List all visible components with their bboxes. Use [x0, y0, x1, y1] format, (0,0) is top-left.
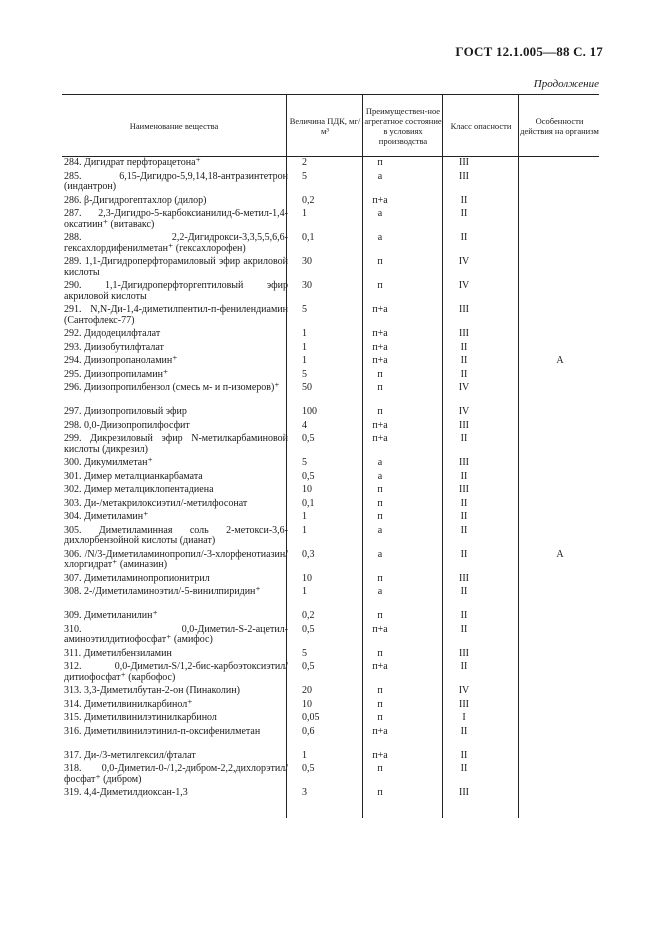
substance-name: 2-/Диметиламиноэтил/-5-винилпиридин⁺: [81, 586, 261, 597]
aggregate-state: а: [377, 586, 383, 597]
row-number: 313.: [64, 685, 82, 696]
aggregate-state: п: [377, 685, 383, 696]
hazard-class: III: [459, 572, 469, 584]
pdk-value: 0,5: [302, 763, 315, 774]
table-row: [62, 256, 599, 280]
substance-cell: [64, 649, 288, 660]
hazard-class: III: [459, 170, 469, 182]
pdk-value: 2: [302, 157, 307, 168]
hazard-class: IV: [458, 685, 470, 696]
table-row: [62, 355, 599, 369]
substance-cell: [64, 434, 288, 455]
substance-cell: [64, 512, 288, 523]
pdk-value: 10: [302, 572, 312, 584]
pdk-value: 0,5: [302, 470, 315, 482]
row-number: 289.: [64, 256, 82, 267]
hazard-class: III: [459, 457, 469, 468]
substance-name: Диизопропиламин⁺: [81, 368, 169, 380]
substance-name: 1,1-Дигидроперфторамиловый эфир акриловой кислоты: [64, 256, 288, 278]
row-number: 287.: [64, 208, 82, 219]
substance-cell: [64, 751, 288, 762]
table-row: [62, 328, 599, 342]
aggregate-state: п+а: [372, 194, 388, 206]
substance-cell: [64, 587, 288, 598]
substance-name: Диметиламинопропионитрил: [81, 572, 210, 584]
row-number: 316.: [64, 725, 82, 737]
substance-name: 1,1-Дигидроперфторгептиловый эфир акриловой кислоты: [64, 280, 288, 302]
substance-cell: [64, 158, 288, 169]
hazard-class: II: [460, 511, 468, 522]
aggregate-state: п: [377, 787, 383, 798]
aggregate-state: п: [377, 763, 383, 774]
hazard-class: III: [459, 419, 469, 431]
aggregate-state: а: [377, 524, 383, 536]
substance-cell: [64, 233, 288, 254]
aggregate-state: п: [377, 610, 383, 621]
substance-cell: [64, 458, 288, 469]
substance-name: 0,0-Диметил-S-2-ацетил-аминоэтилдитиофосфат⁺ (амифос): [64, 623, 288, 645]
aggregate-state: п: [377, 280, 383, 291]
row-number: 288.: [64, 232, 82, 243]
aggregate-state: п: [377, 157, 383, 168]
row-number: 309.: [64, 610, 82, 621]
pdk-value: 0,2: [302, 194, 315, 206]
row-number: 302.: [64, 484, 82, 495]
pdk-value: 30: [302, 280, 312, 291]
aggregate-state: п+а: [372, 355, 388, 366]
substance-cell: [64, 356, 288, 367]
row-number: 303.: [64, 497, 82, 509]
aggregate-state: п: [377, 647, 383, 659]
substance-cell: [64, 574, 288, 585]
substance-cell: [64, 686, 288, 697]
hazard-class: II: [460, 433, 468, 444]
pdk-value: 10: [302, 484, 312, 495]
substance-cell: [64, 421, 288, 432]
hazard-class: II: [460, 208, 468, 219]
pdk-value: 5: [302, 368, 307, 380]
row-number: 285.: [64, 170, 82, 182]
hazard-class: II: [460, 548, 468, 560]
pdk-value: 20: [302, 685, 312, 696]
pdk-value: 1: [302, 749, 307, 761]
substance-name: 0,0-Диметил-0-/1,2-дибром-2,2,дихлорэтил/фосфат⁺ (дибром): [64, 763, 288, 785]
row-number: 296.: [64, 382, 82, 393]
table-row: [62, 208, 599, 232]
aggregate-state: а: [377, 548, 383, 560]
aggregate-state: п+а: [372, 419, 388, 431]
substance-name: Диметиламинная соль 2-метокси-3,6-дихлорбензойной кислоты (дианат): [64, 524, 288, 546]
hazard-class: II: [460, 586, 468, 597]
aggregate-state: п+а: [372, 433, 388, 444]
row-number: 308.: [64, 586, 82, 597]
row-number: 290.: [64, 280, 82, 291]
hazard-class: II: [460, 355, 468, 366]
row-number: 318.: [64, 763, 82, 774]
substance-name: β-Дигидрогептахлор (дилор): [81, 194, 207, 206]
pdk-value: 5: [302, 647, 307, 659]
row-number: 311.: [64, 647, 82, 659]
aggregate-state: а: [377, 170, 383, 182]
substance-cell: [64, 700, 288, 711]
substance-name: Дикрезиловый эфир N-метилкарбаминовой кислоты (дикрезил): [64, 433, 288, 455]
substance-name: Ди-/3-метилгексил/фталат: [81, 749, 196, 761]
aggregate-state: п+а: [372, 304, 388, 315]
table-row: [62, 624, 599, 648]
aggregate-state: п: [377, 368, 383, 380]
row-number: 310.: [64, 623, 82, 635]
hazard-class: II: [460, 232, 468, 243]
substance-cell: [64, 485, 288, 496]
table-row: [62, 573, 599, 587]
aggregate-state: п+а: [372, 623, 388, 635]
substance-cell: [64, 196, 288, 207]
table-row: [62, 648, 599, 662]
substance-name: Диизопропиловый эфир: [81, 406, 187, 417]
col-header-state: Преимуществен-ное агрегатное состояние в условиях производства: [362, 95, 443, 156]
substance-name: 3,3-Диметилбутан-2-он (Пинаколин): [81, 685, 240, 696]
row-number: 297.: [64, 406, 82, 417]
aggregate-state: п: [377, 406, 383, 417]
aggregate-state: п: [377, 256, 383, 267]
row-number: 305.: [64, 524, 82, 536]
substance-name: Диметилвинилэтинилкарбинол: [81, 712, 217, 723]
substance-name: 2,2-Дигидрокси-3,3,5,5,6,6-гексахлордифенилметан⁺ (гексахлорофен): [64, 232, 288, 254]
substance-cell: [64, 172, 288, 193]
row-number: 291.: [64, 304, 82, 315]
substance-cell: [64, 209, 288, 230]
table-row: [62, 685, 599, 699]
action-feature: А: [556, 355, 564, 366]
hazard-class: II: [460, 194, 468, 206]
row-number: 294.: [64, 355, 82, 366]
substance-cell: [64, 713, 288, 724]
hazard-class: II: [460, 341, 468, 353]
aggregate-state: п: [377, 382, 383, 393]
table-row: [62, 610, 599, 624]
row-number: 292.: [64, 328, 82, 339]
table-row: [62, 382, 599, 406]
substance-name: 2,3-Дигидро-5-карбоксианилид-6-метил-1,4-оксатиин⁺ (витавакс): [64, 208, 288, 230]
running-header: ГОСТ 12.1.005—88 С. 17: [455, 44, 603, 59]
substance-name: Диметилбензиламин: [81, 647, 172, 659]
table-row: [62, 195, 599, 209]
hazard-class: IV: [458, 280, 470, 291]
substance-name: Диизопропаноламин⁺: [81, 355, 178, 366]
table-row: [62, 232, 599, 256]
aggregate-state: п: [377, 572, 383, 584]
pdk-value: 5: [302, 170, 307, 182]
substance-cell: [64, 383, 288, 394]
table-row: [62, 726, 599, 750]
substance-name: 4,4-Диметилдиоксан-1,3: [81, 787, 188, 798]
substance-cell: [64, 472, 288, 483]
table-row: [62, 369, 599, 383]
pdk-value: 1: [302, 586, 307, 597]
row-number: 307.: [64, 572, 82, 584]
substance-cell: [64, 257, 288, 278]
substance-cell: [64, 625, 288, 646]
substance-cell: [64, 329, 288, 340]
row-number: 299.: [64, 433, 82, 444]
row-number: 319.: [64, 787, 82, 798]
substance-name: Диметиланилин⁺: [81, 610, 158, 621]
table-body: [62, 157, 599, 801]
row-number: 301.: [64, 470, 82, 482]
substance-cell: [64, 727, 288, 738]
table-row: [62, 763, 599, 787]
substance-name: Диметилвинилкарбинол⁺: [81, 698, 193, 710]
aggregate-state: п+а: [372, 341, 388, 353]
table-row: [62, 157, 599, 171]
table-row: [62, 484, 599, 498]
table-row: [62, 498, 599, 512]
aggregate-state: п: [377, 484, 383, 495]
aggregate-state: п: [377, 511, 383, 522]
substance-cell: [64, 764, 288, 785]
hazard-class: II: [460, 749, 468, 761]
substance-name: Димер металцианкарбамата: [81, 470, 203, 482]
hazard-class: III: [459, 328, 469, 339]
substance-name: Дигидрат перфторацетона⁺: [81, 157, 201, 168]
table-row: [62, 712, 599, 726]
substance-name: Дикумилметан⁺: [81, 457, 153, 468]
pdk-value: 0,5: [302, 661, 315, 672]
pdk-value: 0,5: [302, 433, 315, 444]
pdk-value: 10: [302, 698, 312, 710]
substance-cell: [64, 611, 288, 622]
hazard-class: IV: [458, 382, 470, 393]
aggregate-state: п+а: [372, 328, 388, 339]
substance-cell: [64, 407, 288, 418]
row-number: 306.: [64, 548, 82, 560]
col-header-class: Класс опасности: [442, 95, 519, 156]
pdk-value: 4: [302, 419, 307, 431]
pdk-value: 0,2: [302, 610, 315, 621]
row-number: 314.: [64, 698, 82, 710]
table-row: [62, 342, 599, 356]
hazard-class: II: [460, 725, 468, 737]
hazard-class: III: [459, 157, 469, 168]
aggregate-state: п: [377, 698, 383, 710]
substance-name: /N/3-Диметиламинопропил/-3-хлорфенотиазин/хлоргидрат⁺ (аминазин): [64, 548, 288, 570]
hazard-class: III: [459, 304, 469, 315]
substance-name: 0,0-Диизопропилфосфит: [81, 419, 190, 431]
table-row: [62, 750, 599, 764]
row-number: 286.: [64, 194, 82, 206]
hazard-class: II: [460, 623, 468, 635]
pdk-value: 0,5: [302, 623, 315, 635]
hazard-class: I: [462, 712, 466, 723]
table-row: [62, 787, 599, 801]
hazard-class: II: [460, 368, 468, 380]
aggregate-state: а: [377, 232, 383, 243]
substance-name: Ди-/метакрилоксиэтил/-метилфосонат: [81, 497, 248, 509]
aggregate-state: п+а: [372, 725, 388, 737]
pdk-value: 0,1: [302, 232, 315, 243]
col-header-pdk: Величина ПДК, мг/м³: [286, 95, 363, 156]
hazard-class: III: [459, 787, 469, 798]
substance-name: N,N-Ди-1,4-диметилпентил-п-фенилендиамин (Сантофлекс-77): [64, 304, 288, 326]
table-row: [62, 171, 599, 195]
substance-cell: [64, 788, 288, 799]
row-number: 315.: [64, 712, 82, 723]
hazard-class: IV: [458, 406, 470, 417]
aggregate-state: а: [377, 470, 383, 482]
substance-name: Диметилвинилэтинил-п-оксифенилметан: [81, 725, 261, 737]
pdk-value: 1: [302, 341, 307, 353]
aggregate-state: а: [377, 208, 383, 219]
col-header-features: Особенности действия на организм: [518, 95, 600, 156]
substance-cell: [64, 499, 288, 510]
hazard-class: II: [460, 661, 468, 672]
row-number: 304.: [64, 511, 82, 522]
hazard-class: II: [460, 524, 468, 536]
action-feature: А: [556, 548, 564, 560]
pdk-value: 5: [302, 457, 307, 468]
col-header-name: Наименование вещества: [129, 120, 219, 131]
pdk-value: 1: [302, 524, 307, 536]
pdk-value: 0,1: [302, 497, 315, 509]
row-number: 312.: [64, 661, 82, 672]
row-number: 295.: [64, 368, 82, 380]
pdk-value: 0,6: [302, 725, 315, 737]
aggregate-state: п: [377, 497, 383, 509]
substance-cell: [64, 662, 288, 683]
substance-name: 6,15-Дигидро-5,9,14,18-антразинтетрон (индантрон): [64, 170, 288, 192]
table-row: [62, 406, 599, 420]
hazard-class: II: [460, 610, 468, 621]
table-row: [62, 280, 599, 304]
pdk-value: 1: [302, 511, 307, 522]
table-row: [62, 699, 599, 713]
substance-name: Диизопропилбензол (смесь м- и п-изомеров)⁺: [81, 382, 280, 393]
hazard-class: II: [460, 470, 468, 482]
substance-cell: [64, 305, 288, 326]
row-number: 293.: [64, 341, 82, 353]
pdk-value: 1: [302, 328, 307, 339]
aggregate-state: п: [377, 712, 383, 723]
substance-name: 0,0-Диметил-S/1,2-бис-карбоэтоксиэтил/дитиофосфат⁺ (карбофос): [64, 661, 288, 683]
pdk-value: 5: [302, 304, 307, 315]
aggregate-state: п+а: [372, 749, 388, 761]
continuation-label: Продолжение: [533, 78, 599, 90]
hazard-class: II: [460, 763, 468, 774]
substance-name: Диизобутилфталат: [81, 341, 164, 353]
table-row: [62, 457, 599, 471]
row-number: 298.: [64, 419, 82, 431]
pdk-value: 3: [302, 787, 307, 798]
table-row: [62, 433, 599, 457]
row-number: 317.: [64, 749, 82, 761]
pdk-value: 1: [302, 208, 307, 219]
table-row: [62, 525, 599, 549]
table-row: [62, 549, 599, 573]
table-row: [62, 304, 599, 328]
substance-name: Димер металциклопентадиена: [81, 484, 214, 495]
pdk-value: 30: [302, 256, 312, 267]
table-row: [62, 661, 599, 685]
hazard-class: II: [460, 497, 468, 509]
substance-name: Диметиламин⁺: [81, 511, 149, 522]
hazard-class: III: [459, 698, 469, 710]
pdk-value: 100: [302, 406, 317, 417]
table-row: [62, 511, 599, 525]
pdk-value: 1: [302, 355, 307, 366]
row-number: 300.: [64, 457, 82, 468]
row-number: 284.: [64, 157, 82, 168]
substance-cell: [64, 343, 288, 354]
aggregate-state: а: [377, 457, 383, 468]
table-row: [62, 586, 599, 610]
pdk-value: 0,3: [302, 548, 315, 560]
table-row: [62, 471, 599, 485]
hazard-class: IV: [458, 256, 470, 267]
pdk-value: 50: [302, 382, 312, 393]
hazard-class: III: [459, 484, 469, 495]
substance-cell: [64, 281, 288, 302]
substance-cell: [64, 526, 288, 547]
hazard-class: III: [459, 647, 469, 659]
table-row: [62, 420, 599, 434]
substance-name: Дидодецилфталат: [81, 328, 161, 339]
substance-cell: [64, 370, 288, 381]
pdk-value: 0,05: [302, 712, 320, 723]
substance-cell: [64, 550, 288, 571]
aggregate-state: п+а: [372, 661, 388, 672]
